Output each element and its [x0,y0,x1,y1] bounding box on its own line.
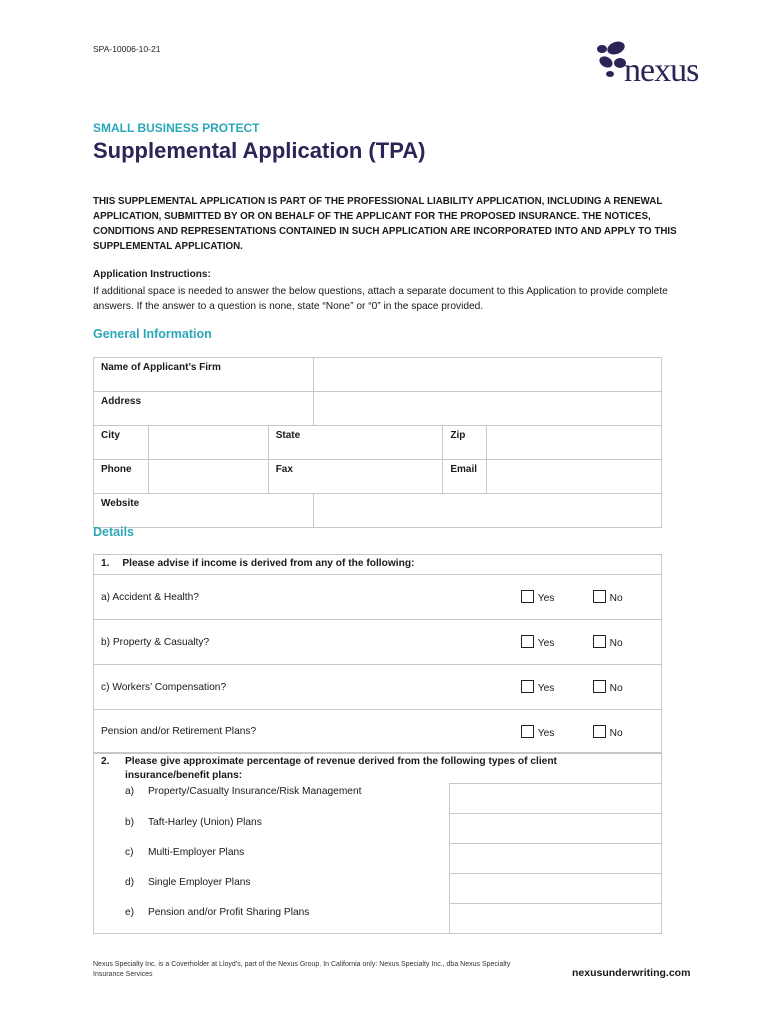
question-2-number: 2. [101,756,110,767]
instructions-heading: Application Instructions: [93,269,211,280]
email-input[interactable] [487,460,662,494]
details-table-q1 [93,554,662,754]
general-information-heading: General Information [93,327,212,341]
page-title: Supplemental Application (TPA) [93,138,426,163]
yes-label: Yes [537,593,555,604]
no-label: No [609,638,623,649]
state-input[interactable] [313,426,443,460]
q2-item-e [94,904,450,934]
website-label: Website [94,494,314,528]
no-label: No [609,593,623,604]
checkbox-icon[interactable] [521,725,534,738]
no-label: No [609,727,623,739]
general-information-table [93,357,662,528]
question-2-text: Please give approximate percentage of revenue derived from the following types of client insurance/benefit plans: [125,756,557,781]
firm-input[interactable] [313,358,661,392]
email-label: Email [443,460,487,494]
q2-item-letter: a) [125,785,135,797]
logo-wordmark: nexus [624,52,699,89]
details-table-q2 [93,752,662,934]
q2-item-text: Single Employer Plans [148,876,251,888]
yes-label: Yes [537,638,555,649]
website-input[interactable] [313,494,661,528]
no-label: No [609,683,623,694]
question-2 [94,753,662,784]
q2-item-text: Taft-Harley (Union) Plans [148,816,262,828]
product-eyebrow: SMALL BUSINESS PROTECT [93,121,260,135]
q1-b-yes[interactable] [514,620,588,665]
q2-a-percent-input[interactable] [450,784,662,814]
yes-label: Yes [537,683,555,694]
q1-c-no[interactable] [588,665,662,710]
question-1-text: Please advise if income is derived from any of the following: [122,558,415,569]
state-label: State [268,426,313,460]
checkbox-icon[interactable] [593,635,606,648]
question-1 [94,555,662,575]
q2-e-percent-input[interactable] [450,904,662,934]
document-id: SPA-10006-10-21 [93,44,161,54]
firm-label: Name of Applicant’s Firm [94,358,314,392]
footer-legal: Nexus Specialty Inc. is a Coverholder at Lloyd’s, part of the Nexus Group. In California only: Nexus Specialty Inc., dba Nexus Specialty Insurance Services [93,961,511,978]
q2-b-percent-input[interactable] [450,814,662,844]
fax-input[interactable] [313,460,443,494]
question-1-number: 1. [101,558,110,569]
q1-item-c: c) Workers’ Compensation? [94,665,514,710]
q1-d-no[interactable] [588,710,662,754]
zip-input[interactable] [487,426,662,460]
q1-c-yes[interactable] [514,665,588,710]
footer-website-link[interactable]: nexusunderwriting.com [572,967,691,979]
city-input[interactable] [148,426,268,460]
q1-d-yes[interactable] [514,710,588,754]
checkbox-icon[interactable] [521,590,534,603]
phone-label: Phone [94,460,149,494]
instructions-body: If additional space is needed to answer the below questions, attach a separate document to this Application to provide complete answers. If the answer to a question is none, state “None” or “0” in the space provided. [93,286,668,312]
city-label: City [94,426,149,460]
zip-label: Zip [443,426,487,460]
fax-label: Fax [268,460,313,494]
q2-item-d [94,874,450,904]
q1-item-b: b) Property & Casualty? [94,620,514,665]
q2-item-text: Multi-Employer Plans [148,846,245,858]
intro-notice: THIS SUPPLEMENTAL APPLICATION IS PART OF THE PROFESSIONAL LIABILITY APPLICATION, INCLUDING A RENEWAL APPLICATION, SUBMITTED BY OR ON BEHALF OF THE APPLICANT FOR THE PROPOSED INSURANCE. THE NOTICES, CONDITIONS AND REPRESENTATIONS CONTAINED IN SUCH APPLICATION ARE INCORPORATED INTO AND APPLY TO THIS SUPPLEMENTAL APPLICATION. [93,196,677,252]
q2-item-letter: d) [125,876,135,888]
q1-item-d: Pension and/or Retirement Plans? [94,710,514,754]
q2-item-text: Property/Casualty Insurance/Risk Management [148,785,362,797]
q2-item-letter: e) [125,906,135,918]
address-input[interactable] [313,392,661,426]
q2-item-text: Pension and/or Profit Sharing Plans [148,906,310,918]
q2-item-a [94,784,450,814]
q2-item-c [94,844,450,874]
checkbox-icon[interactable] [521,680,534,693]
phone-input[interactable] [148,460,268,494]
q1-item-a: a) Accident & Health? [94,575,514,620]
checkbox-icon[interactable] [593,725,606,738]
q1-b-no[interactable] [588,620,662,665]
checkbox-icon[interactable] [593,590,606,603]
q2-d-percent-input[interactable] [450,874,662,904]
nexus-logo [596,36,720,92]
q2-c-percent-input[interactable] [450,844,662,874]
details-heading: Details [93,525,134,539]
checkbox-icon[interactable] [593,680,606,693]
q2-item-b [94,814,450,844]
q2-item-letter: c) [125,846,134,858]
checkbox-icon[interactable] [521,635,534,648]
address-label: Address [94,392,314,426]
q1-a-yes[interactable] [514,575,588,620]
q1-a-no[interactable] [588,575,662,620]
yes-label: Yes [537,727,555,739]
q2-item-letter: b) [125,816,135,828]
